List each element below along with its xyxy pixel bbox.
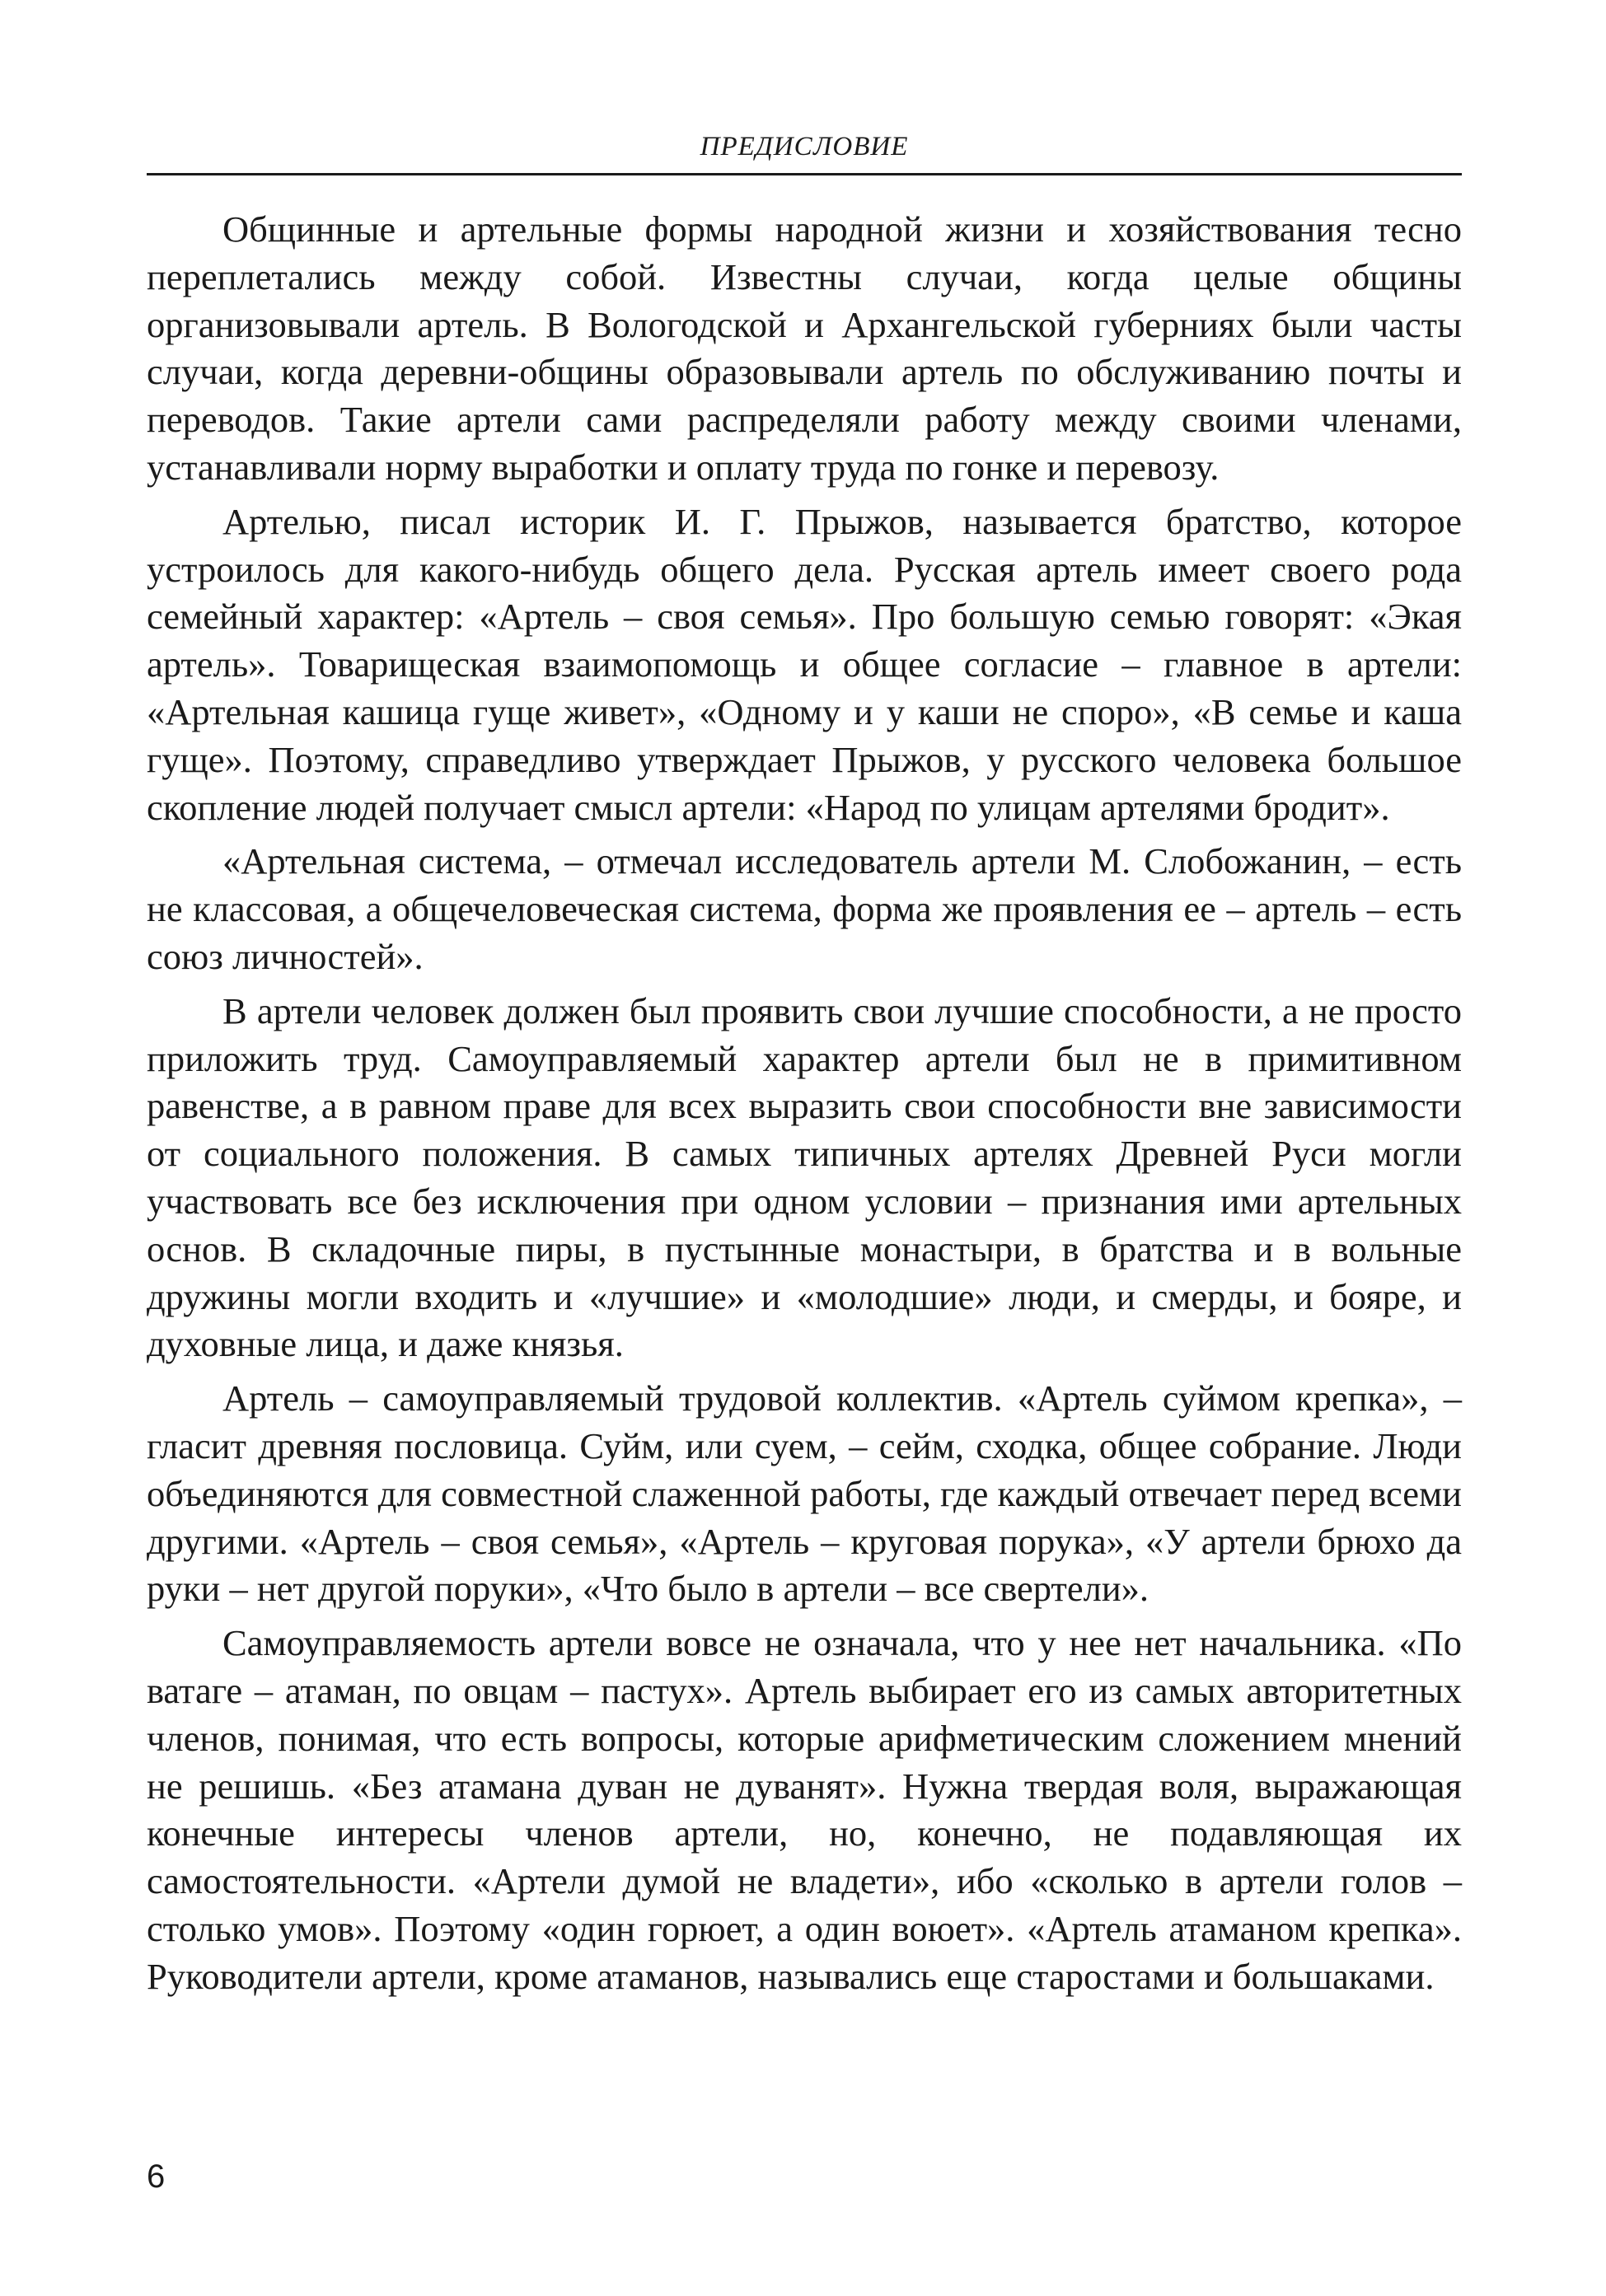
- page-number: 6: [147, 2158, 166, 2195]
- paragraph: Самоуправляемость артели вовсе не означала, что у нее нет начальника. «По ватаге – атаман, по овцам – пастух». Артель выбирает его из самых авторитетных членов, понимая, что есть вопросы, которые арифметическим сложением мнений не решишь. «Без атамана дуван не дуванят». Нужна твердая воля, выражающая конечные интересы членов артели, но, конечно, не подавляющая их самостоятельности. «Артели думой не владети», ибо «сколько в артели голов – столько умов». Поэтому «один горюет, а один воюет». «Артель атаманом крепка». Руководители артели, кроме атаманов, назывались еще старостами и большаками.: [147, 1622, 1462, 1997]
- paragraph: Артелью, писал историк И. Г. Прыжов, называется братство, которое устроилось для какого-нибудь общего дела. Русская артель имеет своего рода семейный характер: «Артель – своя семья». Про большую семью говорят: «Экая артель». Товарищеская взаимопомощь и общее согласие – главное в артели: «Артельная кашица гуще живет», «Одному и у каши не споро», «В семье и каша гуще». Поэтому, справедливо утверждает Прыжов, у русского человека большое скопление людей получает смысл артели: «Народ по улицам артелями бродит».: [147, 500, 1462, 828]
- body-text: [147, 206, 1462, 2007]
- paragraph: Общинные и артельные формы народной жизни и хозяйствования тесно переплетались между собой. Известны случаи, когда целые общины организовывали артель. В Вологодской и Архангельской губерниях были часты случаи, когда деревни-общины образовывали артель по обслуживанию почты и переводов. Такие артели сами распределяли работу между своими членами, устанавливали норму выработки и оплату труда по гонке и перевозу.: [147, 208, 1462, 488]
- paragraph: «Артельная система, – отмечал исследователь артели М. Слобожанин, – есть не классовая, а общечеловеческая система, форма же проявления ее – артель – есть союз личностей».: [147, 840, 1462, 977]
- running-header: ПРЕДИСЛОВИЕ: [700, 132, 909, 161]
- paragraph: В артели человек должен был проявить свои лучшие способности, а не просто приложить труд. Самоуправляемый характер артели был не в примитивном равенстве, а в равном праве для всех выразить свои способности вне зависимости от социального положения. В самых типичных артелях Древней Руси могли участвовать все без исключения при одном условии – признания ими артельных основ. В складочные пиры, в пустынные монастыри, в братства и в вольные дружины могли входить и «лучшие» и «молодшие» люди, и смерды, и бояре, и духовные лица, и даже князья.: [147, 989, 1462, 1365]
- header-rule: [147, 173, 1462, 175]
- paragraph: Артель – самоуправляемый трудовой коллектив. «Артель суймом крепка», – гласит древняя пословица. Суйм, или суем, – сейм, сходка, общее собрание. Люди объединяются для совместной слаженной работы, где каждый отвечает перед всеми другими. «Артель – своя семья», «Артель – круговая порука», «У артели брюхо да руки – нет другой поруки», «Что было в артели – все свертели».: [147, 1377, 1462, 1610]
